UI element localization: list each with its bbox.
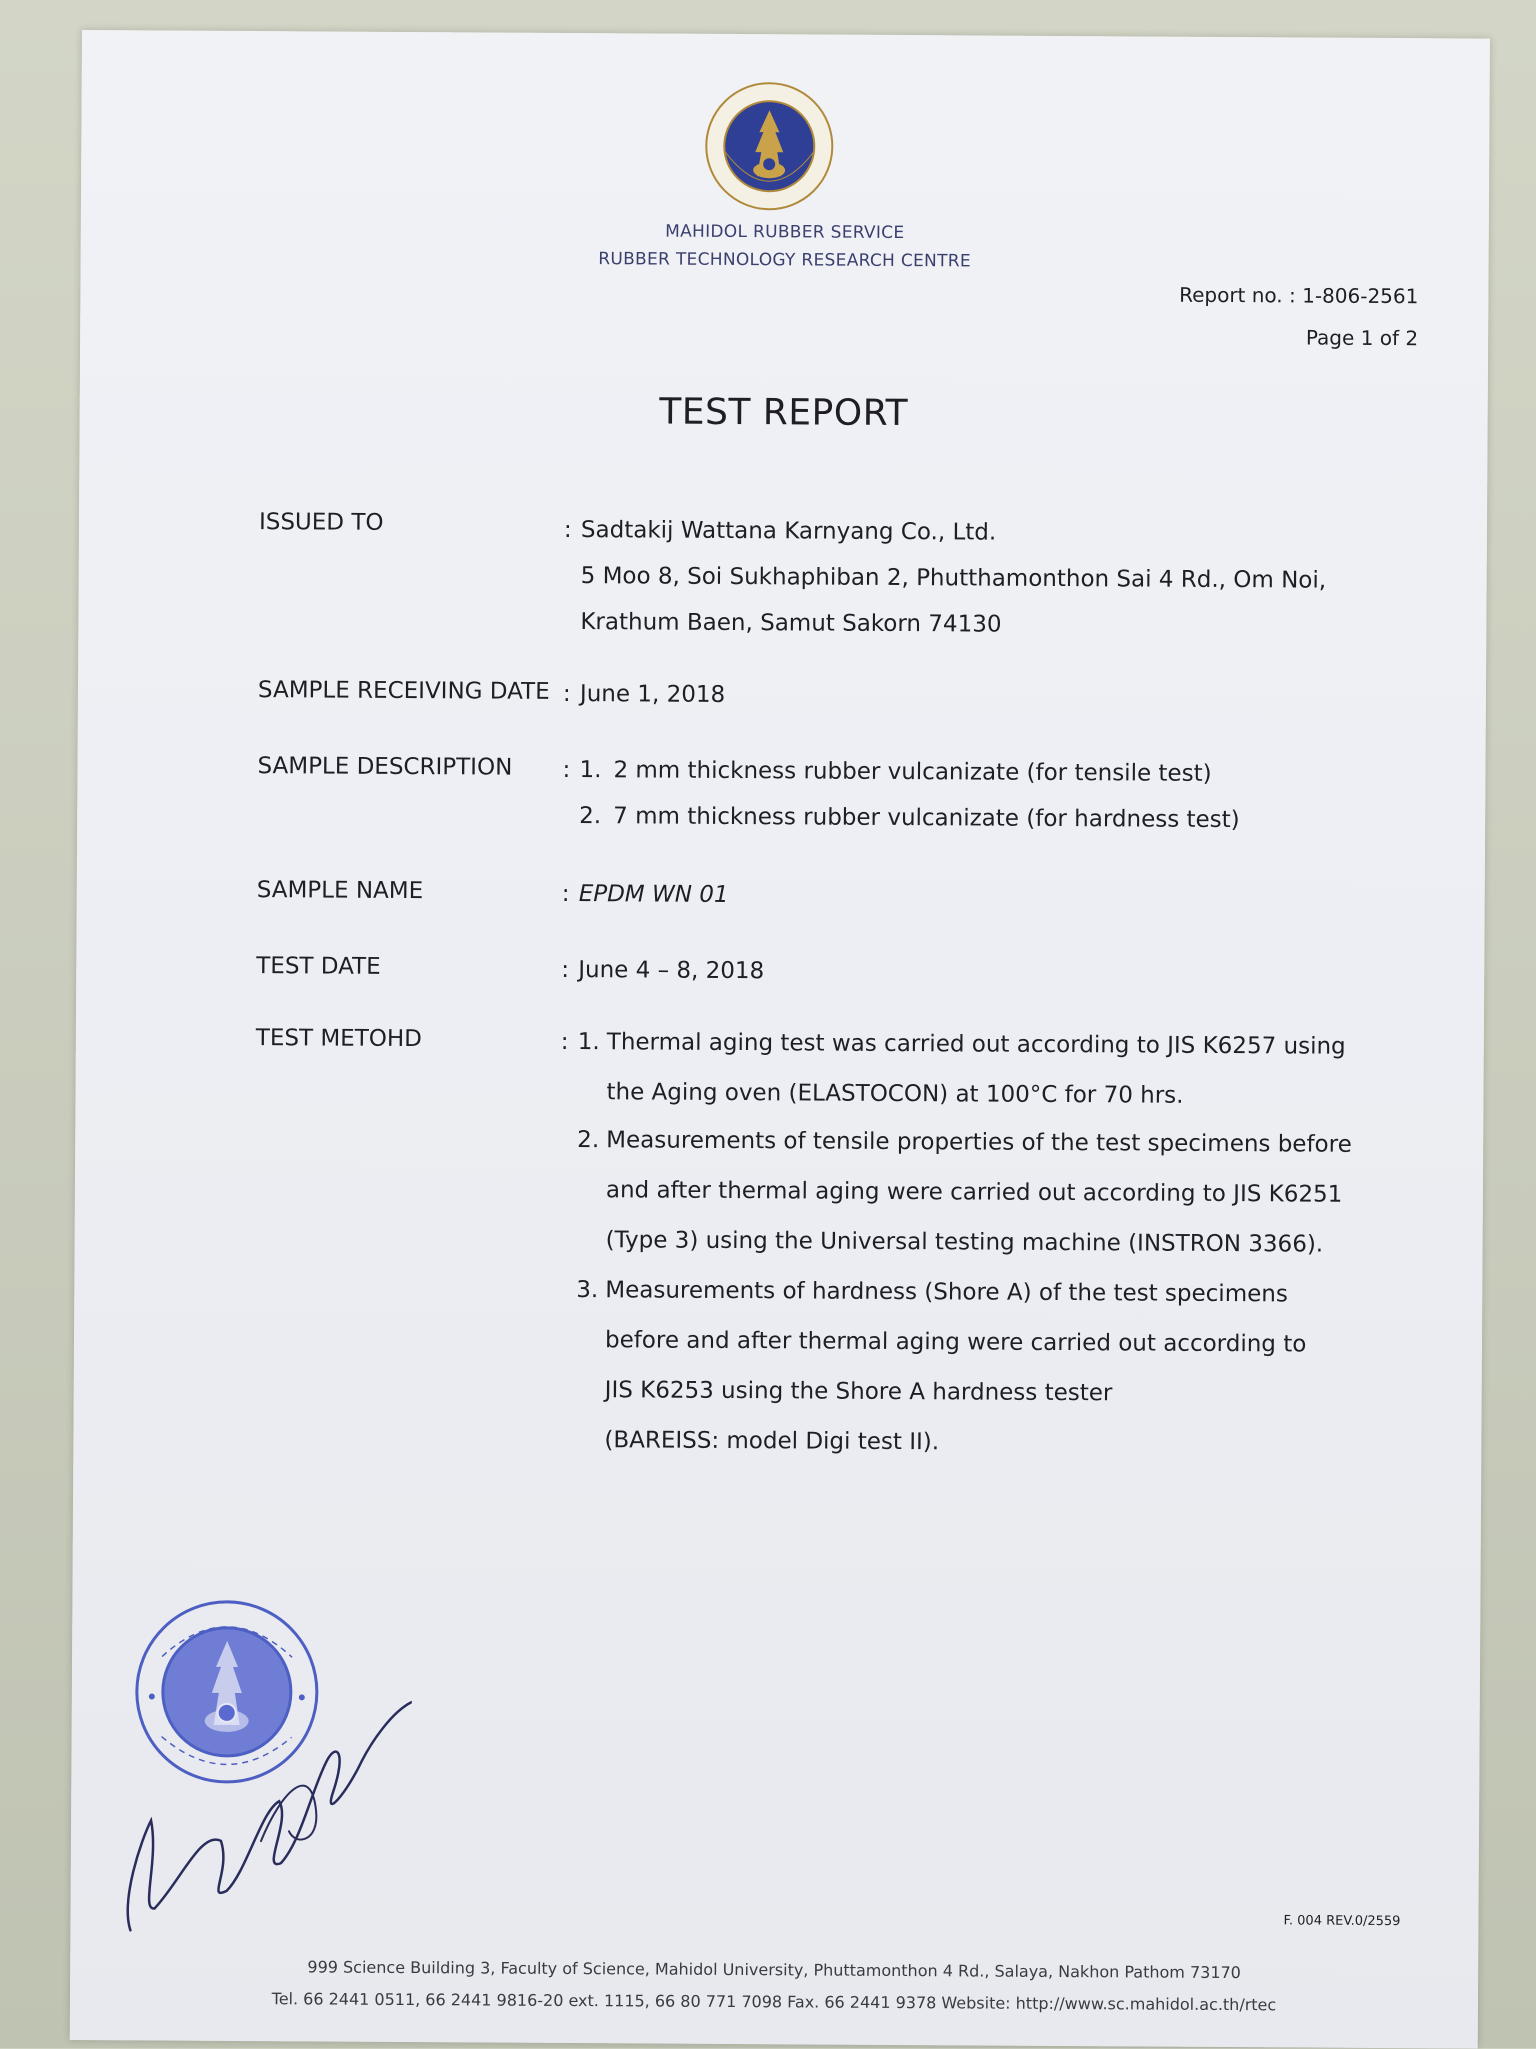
- issued-to-address-1: 5 Moo 8, Soi Sukhaphiban 2, Phutthamonthon Sai 4 Rd., Om Noi,: [580, 563, 1327, 594]
- receiving-date-value: June 1, 2018: [579, 681, 726, 708]
- method-item-1-line-1: Thermal aging test was carried out according to JIS K6257 using: [606, 1029, 1346, 1060]
- test-method-label: TEST METOHD: [255, 1025, 422, 1053]
- sample-description-label: SAMPLE DESCRIPTION: [257, 753, 513, 781]
- method-item-3-line-3: JIS K6253 using the Shore A hardness tester: [604, 1377, 1113, 1407]
- footer-contact: Tel. 66 2441 0511, 66 2441 9816-20 ext. 1115, 66 80 771 7098 Fax. 66 2441 9378 Website: http://www.sc.mahidol.ac.th/rtec: [271, 1989, 1277, 2015]
- sample-name-label: SAMPLE NAME: [256, 877, 424, 905]
- issued-to-company: Sadtakij Wattana Karnyang Co., Ltd.: [580, 517, 997, 546]
- method-item-3-line-2: before and after thermal aging were carried out according to: [604, 1327, 1307, 1358]
- test-date-colon: :: [561, 956, 570, 983]
- test-report-document: [70, 30, 1490, 2049]
- method-item-3-num: 3.: [576, 1277, 599, 1304]
- description-item-1-text: 2 mm thickness rubber vulcanizate (for tensile test): [613, 757, 1212, 787]
- method-item-1-line-2: the Aging oven (ELASTOCON) at 100°C for 70 hrs.: [606, 1079, 1184, 1109]
- description-item-1-num: 1.: [579, 757, 602, 784]
- sample-name-colon: :: [561, 880, 570, 907]
- org-centre: RUBBER TECHNOLOGY RESEARCH CENTRE: [598, 249, 972, 272]
- form-code: F. 004 REV.0/2559: [1283, 1913, 1401, 1930]
- test-date-label: TEST DATE: [256, 953, 381, 980]
- issued-to-address-2: Krathum Baen, Samut Sakorn 74130: [580, 609, 1002, 638]
- report-number: Report no. : 1-806-2561: [1179, 282, 1419, 309]
- test-date-value: June 4 – 8, 2018: [578, 957, 765, 985]
- method-item-2-line-2: and after thermal aging were carried out according to JIS K6251: [605, 1177, 1343, 1208]
- method-item-2-line-1: Measurements of tensile properties of the test specimens before: [606, 1127, 1352, 1158]
- method-item-3-line-1: Measurements of hardness (Shore A) of the test specimens: [605, 1277, 1288, 1308]
- method-item-2-num: 2.: [577, 1127, 600, 1154]
- description-item-2-text: 7 mm thickness rubber vulcanizate (for hardness test): [613, 803, 1240, 834]
- issued-to-label: ISSUED TO: [258, 509, 384, 536]
- sample-name-value: EPDM WN 01: [578, 881, 729, 908]
- test-method-colon: :: [560, 1028, 569, 1055]
- sample-description-colon: :: [562, 756, 571, 783]
- receiving-date-label: SAMPLE RECEIVING DATE: [257, 677, 550, 705]
- description-item-2-num: 2.: [579, 803, 602, 830]
- page-indicator: Page 1 of 2: [1305, 325, 1419, 351]
- issued-to-colon: :: [563, 516, 572, 544]
- footer-address: 999 Science Building 3, Faculty of Science, Mahidol University, Phuttamonthon 4 Rd., Salaya, Nakhon Pathom 73170: [307, 1957, 1241, 1983]
- page-title: TEST REPORT: [659, 391, 909, 435]
- handwritten-signature-icon: [110, 1640, 412, 1942]
- method-item-2-line-3: (Type 3) using the Universal testing machine (INSTRON 3366).: [605, 1227, 1324, 1258]
- method-item-3-line-4: (BAREISS: model Digi test II).: [604, 1427, 940, 1456]
- receiving-date-colon: :: [562, 680, 571, 707]
- org-name: MAHIDOL RUBBER SERVICE: [665, 221, 905, 244]
- university-seal-icon: [703, 80, 836, 213]
- method-item-1-num: 1.: [577, 1029, 600, 1056]
